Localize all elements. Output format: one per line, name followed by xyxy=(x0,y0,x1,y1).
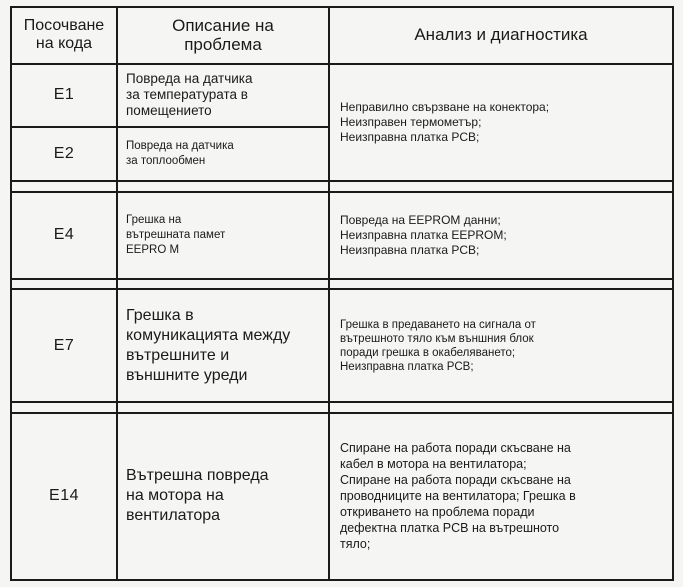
header-description-line-2: проблема xyxy=(184,35,262,55)
diagnosis-line: Неизправен термометър; xyxy=(340,115,482,130)
description-line: комуникацията между xyxy=(126,326,291,344)
spacer-row xyxy=(11,402,673,412)
spacer-cell xyxy=(329,181,673,191)
description-line: за топлообмен xyxy=(126,155,206,168)
spacer-cell xyxy=(329,279,673,289)
description-line: Грешка в xyxy=(126,306,194,324)
diagnosis-line: Неизправна платка PCB; xyxy=(340,360,474,373)
header-description-line-1: Описание на xyxy=(172,16,274,36)
description-line: на мотора на xyxy=(126,487,224,505)
description-line: Повреда на датчика xyxy=(126,140,234,153)
error-codes-table-container xyxy=(10,6,672,581)
diagnosis-line: вътрешното тяло към външния блок xyxy=(340,332,534,345)
spacer-cell xyxy=(117,181,329,191)
diagnosis-cell-e7 xyxy=(329,289,673,403)
diagnosis-line: поради грешка в окабеляването; xyxy=(340,346,516,359)
table-row-e14 xyxy=(11,413,673,580)
header-diagnosis-cell: Анализ и диагностика xyxy=(329,7,673,64)
header-code-line-2: на кода xyxy=(35,35,93,53)
diagnosis-line: тяло; xyxy=(340,537,371,552)
header-description-cell xyxy=(117,7,329,64)
diagnosis-line: откриването на проблема поради xyxy=(340,505,535,520)
description-cell-e1 xyxy=(117,64,329,127)
diagnosis-line: проводниците на вентилатора; Грешка в xyxy=(340,489,576,504)
diagnosis-cell-e1-e2 xyxy=(329,64,673,182)
spacer-cell xyxy=(329,402,673,412)
description-line: EEPRO M xyxy=(126,243,180,256)
description-line: вътрешната памет xyxy=(126,228,226,241)
diagnosis-line: Повреда на EEPROM данни; xyxy=(340,212,501,227)
spacer-cell xyxy=(117,279,329,289)
spacer-cell xyxy=(117,402,329,412)
spacer-cell xyxy=(11,181,117,191)
description-line: за температурата в xyxy=(126,87,248,103)
description-line: вентилатора xyxy=(126,507,221,525)
description-line: Вътрешна повреда xyxy=(126,467,269,485)
diagnosis-line: Неизправна платка PCB; xyxy=(340,242,480,257)
diagnosis-cell-e4 xyxy=(329,192,673,279)
description-line: вътрешните и xyxy=(126,346,230,364)
code-cell-e7: E7 xyxy=(11,289,117,403)
code-cell-e4: E4 xyxy=(11,192,117,279)
diagnosis-line: Неизправна платка PCB; xyxy=(340,130,480,145)
description-line: помещението xyxy=(126,103,212,119)
description-line: Грешка на xyxy=(126,213,182,226)
diagnosis-line: кабел в мотора на вентилатора; xyxy=(340,457,527,472)
description-line: Повреда на датчика xyxy=(126,71,253,87)
diagnosis-line: Неправилно свързване на конектора; xyxy=(340,100,550,115)
table-row-e1 xyxy=(11,64,673,127)
table-row-e4 xyxy=(11,192,673,279)
table-row-e7 xyxy=(11,289,673,403)
code-cell-e14: E14 xyxy=(11,413,117,580)
diagnosis-line: Неизправна платка EEPROM; xyxy=(340,227,507,242)
description-cell-e4 xyxy=(117,192,329,279)
diagnosis-cell-e14 xyxy=(329,413,673,580)
diagnosis-line: Грешка в предаването на сигнала от xyxy=(340,318,536,331)
description-cell-e14 xyxy=(117,413,329,580)
spacer-cell xyxy=(11,279,117,289)
header-code-cell xyxy=(11,7,117,64)
description-cell-e2 xyxy=(117,127,329,182)
spacer-row xyxy=(11,279,673,289)
diagnosis-line: Спиране на работа поради скъсване на xyxy=(340,473,571,488)
header-code-line-1: Посочване xyxy=(23,17,105,35)
error-codes-table xyxy=(10,6,674,581)
spacer-row xyxy=(11,181,673,191)
spacer-cell xyxy=(11,402,117,412)
code-cell-e1: E1 xyxy=(11,64,117,127)
code-cell-e2: E2 xyxy=(11,127,117,182)
diagnosis-line: Спиране на работа поради скъсване на xyxy=(340,441,571,456)
description-cell-e7 xyxy=(117,289,329,403)
diagnosis-line: дефектна платка PCB на вътрешното xyxy=(340,521,560,536)
description-line: външните уреди xyxy=(126,366,248,384)
table-header-row xyxy=(11,7,673,64)
